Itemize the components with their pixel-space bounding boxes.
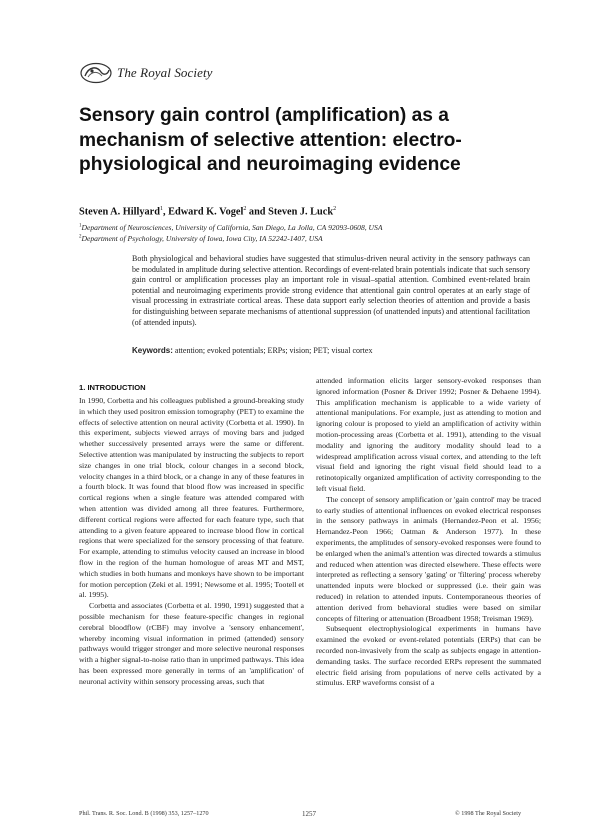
keywords-label: Keywords: bbox=[132, 346, 173, 355]
author-name: Edward K. Vogel bbox=[168, 206, 244, 218]
affiliation bbox=[79, 223, 559, 232]
page-number: 1257 bbox=[302, 810, 316, 818]
publisher-name: The Royal Society bbox=[117, 65, 213, 80]
publisher-logo bbox=[79, 62, 213, 84]
affiliation-mark: 1 bbox=[79, 223, 82, 229]
body-paragraph: Corbetta and associates (Corbetta et al. 1990, 1991) suggested that a possible mechanism for these feature-specific changes in regional cerebral bloodflow (rCBF) may involve a 'sensory enhancement', whereby incoming visual information in primed (attended) sensory pathways would trigger stronger and more selective neuronal responses with a higher signal-to-noise ratio than in unprimed pathways. This idea has been expressed more generally in terms of an 'amplification' of neuronal activity within sensory processing areas, such that bbox=[79, 601, 304, 686]
body-paragraph: In 1990, Corbetta and his colleagues published a ground-breaking study in which they used positron emission tomography (PET) to examine the effects of selective attention on neural activity (Corbetta et al. 1990). In this experiment, subjects viewed arrays of moving bars and judged whether successively presented arrays were the same or different. Selective attention was manipulated by instructing the subjects to report size changes in one trial block, colour changes in a second block, velocity changes in a third block, or a change in any of these features in a fourth block. It was found that blood flow was increased in specific cortical regions when a single feature was attended compared with when attention was divided among all three features. Furthermore, different cortical regions were affected for each feature type, such that attending to a given feature appeared to increase blood flow in cortical regions that were specialized for the sensory processing of that feature. For example, attending to stimulus velocity caused an increase in blood flow in the region of the human homologue of areas MT and MST, which studies in both humans and monkeys have shown to be important for motion perception (Zeki et al. 1991; Newsome et al. 1995; Tootell et al. 1995). bbox=[79, 396, 304, 600]
keywords bbox=[132, 346, 552, 355]
body-paragraph: Subsequent electrophysiological experiments in humans have examined the evoked or event-related potentials (ERPs) that can be recorded non-invasively from the scalp as subjects engage in attention-demanding tasks. The surface recorded ERPs represent the summated electric field arising from populations of nerve cells activated by a stimulus. ERP waveforms consist of a bbox=[316, 624, 541, 688]
royal-society-crest-icon bbox=[79, 62, 113, 84]
keywords-text: attention; evoked potentials; ERPs; vision; PET; visual cortex bbox=[174, 346, 373, 355]
author-affiliation-mark: 1 bbox=[159, 206, 163, 212]
affiliation-mark: 2 bbox=[79, 234, 82, 240]
author-separator: , bbox=[162, 206, 169, 218]
affiliation-text: Department of Psychology, University of Iowa, Iowa City, IA 52242-1407, USA bbox=[81, 234, 323, 243]
body-paragraph: attended information elicits larger sensory-evoked responses than ignored information (Posner & Driver 1992; Posner & Dehaene 1994). This amplification mechanism is applicable to a wide variety of attentional manipulations. For example, just as attending to motion and ignoring colour is proposed to yield an amplification of activity within motion-processing areas (Corbetta et al. 1991), attending to the visual modality and ignoring the auditory modality should lead to a widespread amplification across visual cortex, and attending to the left visual field and ignoring the right visual field should lead to a retinotopically organized amplification of activity corresponding to the left visual field. bbox=[316, 376, 541, 493]
body-column-right bbox=[316, 376, 541, 689]
author-separator: and bbox=[246, 206, 269, 218]
author-list bbox=[79, 206, 559, 217]
footer-citation: Phil. Trans. R. Soc. Lond. B (1998) 353, 1257–1270 bbox=[79, 810, 209, 817]
author-name: Steven J. Luck bbox=[268, 206, 334, 218]
body-column-left bbox=[79, 396, 304, 688]
body-paragraph: The concept of sensory amplification or 'gain control' may be traced to early studies of attentional influences on evoked electrical responses in the sensory pathways in animals (Hernandez-Peon et al. 1956; Hernandez-Peon 1966; Oatman & Anderson 1977). In these experiments, the amplitudes of sensory-evoked responses were found to be enlarged when the animal's attention was directed towards a stimulus and reduced when attention was directed elsewhere. These effects were interpreted as reflecting a sensory 'gating' or 'filtering' process whereby unattended inputs were blocked or suppressed (i.e. their gain was reduced) in relation to attended inputs. Contemporaneous theories of attention derived from behavioral studies were based on similar concepts of filtering or attenuation (Broadbent 1958; Treisman 1969). bbox=[316, 494, 541, 623]
affiliation bbox=[79, 234, 559, 243]
section-heading: 1. INTRODUCTION bbox=[79, 383, 146, 392]
affiliation-text: Department of Neurosciences, University of California, San Diego, La Jolla, CA 92093-0608, USA bbox=[81, 223, 383, 232]
author-name: Steven A. Hillyard bbox=[79, 206, 160, 218]
author-affiliation-mark: 2 bbox=[333, 206, 337, 212]
article-title: Sensory gain control (amplification) as a mechanism of selective attention: electro-physiological and neuroimaging evidence bbox=[79, 105, 462, 175]
author-affiliation-mark: 2 bbox=[243, 206, 247, 212]
footer-copyright: © 1998 The Royal Society bbox=[455, 810, 522, 817]
abstract: Both physiological and behavioral studies have suggested that stimulus-driven neural activity in the sensory pathways can be modulated in amplitude during selective attention. Recordings of event-related brain potentials indicate that such sensory gain control or amplification processes play an important role in visual–spatial attention. Combined event-related brain potential and neuroimaging experiments provide strong evidence that attentional gain control operates at an early stage of visual processing in extrastriate cortical areas. These data support early selection theories of attention and provide a basis for distinguishing between separate mechanisms of attentional suppression (of unattended inputs) and attentional facilitation (of attended inputs). bbox=[132, 254, 530, 327]
